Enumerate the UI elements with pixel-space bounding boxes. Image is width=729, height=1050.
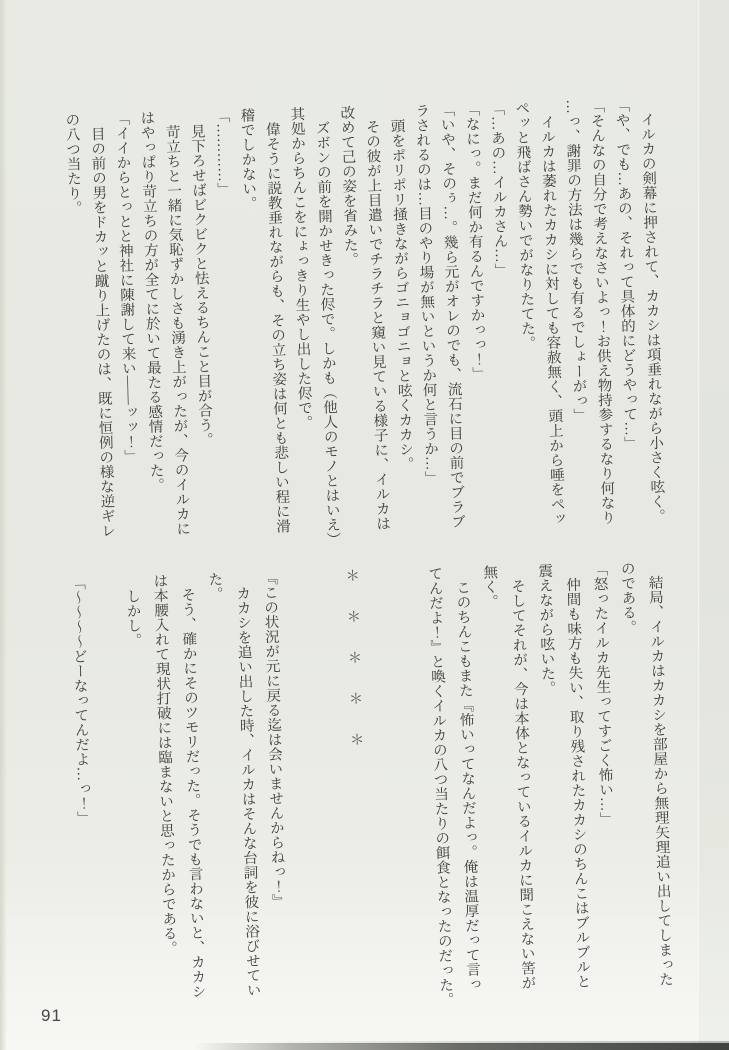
- text-column: 苛立ちと一緒に気恥ずかしさも湧き上がったが、今のイルカに: [163, 109, 191, 537]
- text-column: イルカの剣幕に押されて、カカシは項垂れながら小さく呟く。: [638, 97, 666, 524]
- page-right-crease: [698, 0, 700, 1050]
- text-column: は本腰入れて現状打破には臨まないと思ったからである。: [151, 573, 178, 956]
- text-column: …っ、謝罪の方法は幾らでも有るでしょーがっ」: [563, 99, 588, 423]
- text-column: ペッと飛ばさん勢いでがなりたてた。: [513, 100, 536, 351]
- text-column: 見下ろせばビクビクと怯えるちんこと目が合う。: [188, 108, 214, 448]
- text-column: た。: [206, 571, 223, 602]
- page-number: 91: [41, 1006, 62, 1025]
- text-column: 稽でしかない。: [238, 107, 257, 211]
- text-column: 仲間も味方も失い、取り残されたカカシのちんこはブルブルと: [563, 562, 591, 989]
- text-column: 「〜〜〜〜どーなってんだよ…っ！」: [68, 575, 92, 826]
- text-column: そう、確かにそのツモリだった。そうでも言わないと、カカシ: [178, 572, 206, 999]
- text-column: ズボンの前を開かせきった侭で。しかも（他人のモノとはいえ）: [313, 105, 341, 547]
- text-column: 偉そうに説教垂れながらも、その立ち姿は何とも悲しい程に滑: [263, 106, 291, 534]
- scan-bottom-shadow: [195, 1043, 729, 1050]
- text-column: そしてそれが、今は本体となっているイルカに聞こえない筈が: [508, 563, 536, 991]
- text-column: 震えながら呟いた。: [536, 563, 556, 696]
- text-column: 「イイからとっとと神社に陳謝して来い――ッッ！」: [113, 110, 139, 464]
- section-separator-asterisks: ＊＊＊＊＊: [343, 568, 364, 774]
- text-column: のである。: [618, 560, 637, 635]
- text-block-upper: [58, 97, 669, 551]
- text-column: 「…………」: [213, 108, 232, 197]
- text-column: の八つ当たり。: [63, 112, 82, 216]
- text-column: しかし。: [123, 573, 142, 648]
- text-column: はやっぱり苛立ちの方が全てに於いて最たる感情だった。: [138, 110, 165, 493]
- text-column: 「いや、そのぅ…。幾ら元がオレのでも、流石に目の前でブラブ: [438, 102, 466, 529]
- text-column: その彼が上目遣いでチラチラと窺い見ている様子に、イルカは: [363, 104, 391, 531]
- text-column: イルカは萎れたカカシに対しても容赦無く、頭上から唾をペッ: [538, 99, 566, 527]
- text-column: 結局、イルカはカカシを部屋から無理矢理追い出してしまった: [646, 560, 674, 987]
- text-column: 「…あの…イルカさん…」: [488, 101, 509, 278]
- text-column: 「怒ったイルカ先生ってすごく怖い…」: [591, 561, 614, 827]
- text-column: カカシを追い出した時、イルカはそんな台詞を彼に浴びせてい: [233, 570, 261, 998]
- page-right-edge-tint: [700, 0, 729, 1050]
- text-column: 目の前の男をドカッと蹴り上げたのは、既に恒例の様な逆ギレ: [88, 111, 116, 539]
- text-column: このちんこもまた『怖いってなんだよっ。俺は温厚だって言っ: [453, 565, 481, 992]
- text-column: 無く。: [481, 564, 499, 609]
- text-column: 頭をポリポリ掻きながらゴニョゴニョと呟くカカシ。: [388, 103, 414, 472]
- text-column: 其処からちんこをにょっきり生やし出した侭で。: [288, 106, 313, 430]
- text-column: 「や、でも…あの、それって具体的にどうやって…」: [613, 97, 639, 451]
- text-column: 改めて己の姿を省みた。: [338, 104, 359, 268]
- text-column: ラされるのは…目のやり場が無いというか何と言うか…」: [413, 102, 440, 486]
- text-column: 「そんなの自分で考えなさいよっ！お供え物持参するなり何なり: [588, 98, 616, 525]
- page-left-edge-shadow: [0, 0, 7, 1050]
- text-column: 「なにっ。まだ何か有るんですかっっ！」: [463, 101, 487, 382]
- text-column: てんだよ！』と喚くイルカの八つ当たりの餌食となったのだった。: [426, 565, 454, 1008]
- text-block-lower: [62, 560, 678, 1018]
- text-column: 『この状況が元に戻る迄は会いませんからねっ！』: [261, 570, 286, 909]
